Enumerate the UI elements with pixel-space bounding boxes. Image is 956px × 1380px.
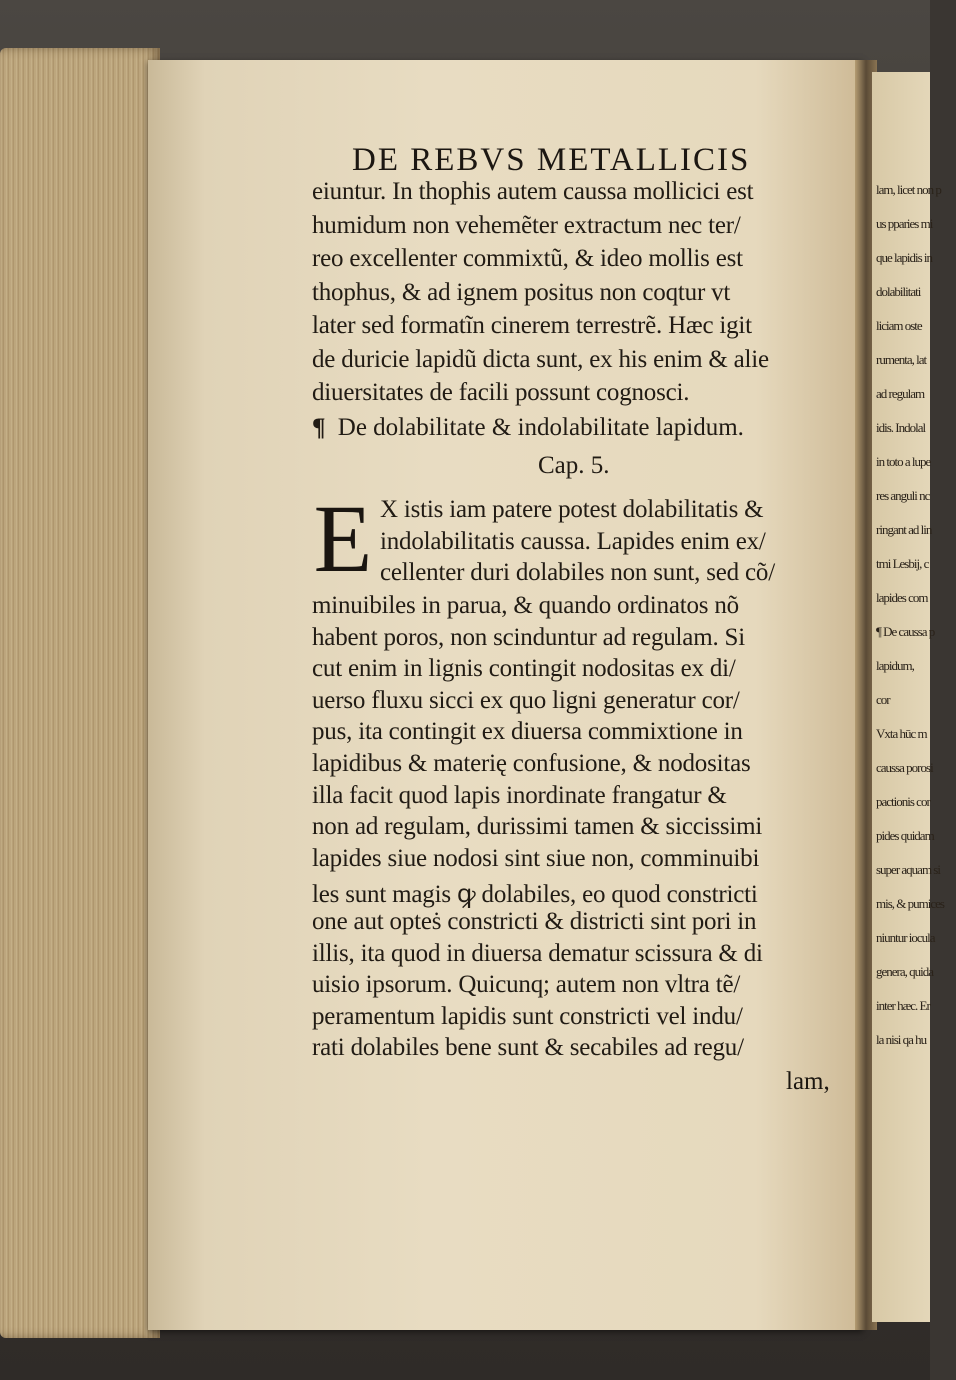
facing-text-line: mis, & pumices — [876, 896, 944, 911]
facing-text-line: dolabilitati — [876, 284, 921, 299]
facing-text-line: genera, quida — [876, 964, 934, 979]
text-line: lapides siue nodosi sint siue non, comminuibi — [312, 844, 760, 872]
facing-text-line: tmi Lesbij, c — [876, 556, 929, 571]
facing-text-line: in toto a lupe — [876, 454, 931, 469]
facing-text-line: Vxta hūc m — [876, 726, 927, 741]
facing-text-line: rumenta, lat — [876, 352, 927, 367]
text-line: later sed formatĩn cinerem terrestrẽ. Hæc igit — [312, 312, 752, 339]
facing-text-line: us pparies mi — [876, 216, 933, 231]
catchword: lam, — [786, 1068, 830, 1095]
text-line: uerso fluxu sicci ex quo ligni generatur cor/ — [312, 686, 740, 714]
facing-text-line: lam, licet non p — [876, 182, 941, 197]
text-line: X istis iam patere potest dolabilitatis & — [380, 496, 764, 523]
running-header: DE REBVS METALLICIS — [352, 142, 751, 178]
text-line: habent poros, non scinduntur ad regulam. Si — [312, 623, 745, 651]
text-line: indolabilitatis caussa. Lapides enim ex/ — [380, 527, 766, 555]
facing-text-line: idis. Indolal — [876, 420, 926, 435]
facing-page — [872, 72, 944, 1322]
page-edges — [0, 48, 160, 1338]
facing-text-line: pactionis cor — [876, 794, 930, 809]
facing-text-line: inter hæc. Er — [876, 998, 930, 1013]
facing-text-line: liciam oste — [876, 318, 922, 333]
text-line: one aut opteṡ constricti & districti sint pori in — [312, 908, 757, 935]
text-line: thophus, & ad ignem positus non coqtur vt — [312, 278, 731, 306]
text-line: peramentum lapidis sunt constricti vel indu/ — [312, 1002, 743, 1030]
chapter-title: De dolabilitate & indolabilitate lapidum. — [337, 414, 744, 441]
text-line: eiuntur. In thophis autem caussa mollicici est — [312, 178, 754, 205]
chapter-rubric — [312, 414, 744, 442]
facing-text-line: que lapidis in — [876, 250, 933, 265]
facing-text-line: res anguli nc — [876, 488, 930, 503]
chapter-number: Cap. 5. — [538, 452, 610, 479]
text-line: les sunt magis ꝙ dolabiles, eo quod constricti — [312, 881, 758, 909]
facing-text-line: ad regulam — [876, 386, 925, 401]
text-line: minuibiles in parua, & quando ordinatos nõ — [312, 592, 739, 619]
text-line: lapidibus & materię confusione, & nodositas — [312, 750, 751, 777]
text-line: cellenter duri dolabiles non sunt, sed cõ/ — [380, 559, 775, 586]
text-line: pus, ita contingit ex diuersa commixtione in — [312, 718, 743, 746]
text-line: illis, ita quod in diuersa dematur scissura & di — [312, 939, 763, 967]
facing-text-line: lapidum, — [876, 658, 914, 673]
text-line: uisio ipsorum. Quicunq; autem non vltra tẽ/ — [312, 971, 741, 999]
facing-text-line: caussa porosi — [876, 760, 933, 775]
pilcrow-mark: ¶ — [312, 414, 326, 441]
facing-text-line: ¶ De caussa p — [876, 624, 935, 639]
facing-text-line: niuntur iocula — [876, 930, 935, 945]
text-line: humidum non vehemẽter extractum nec ter/ — [312, 211, 741, 239]
facing-text-line: cor — [876, 692, 890, 707]
text-line: non ad regulam, durissimi tamen & siccissimi — [312, 813, 763, 841]
text-line: diuersitates de facili possunt cognosci. — [312, 379, 690, 406]
drop-initial: E — [313, 485, 373, 592]
facing-text-line: lapides com — [876, 590, 928, 605]
text-line: reo excellenter commixtũ, & ideo mollis est — [312, 245, 743, 272]
facing-text-line: la nisi qa hu — [876, 1032, 927, 1047]
facing-text-line: ringant ad lin — [876, 522, 932, 537]
text-line: rati dolabiles bene sunt & secabiles ad regu/ — [312, 1034, 744, 1062]
text-line: illa facit quod lapis inordinate frangatur & — [312, 781, 727, 809]
facing-text-line: pides quidam — [876, 828, 934, 843]
text-line: de duricie lapidũ dicta sunt, ex his enim & alie — [312, 345, 769, 373]
facing-text-line: super aquam si — [876, 862, 940, 877]
text-line: cut enim in lignis contingit nodositas ex di/ — [312, 655, 736, 683]
